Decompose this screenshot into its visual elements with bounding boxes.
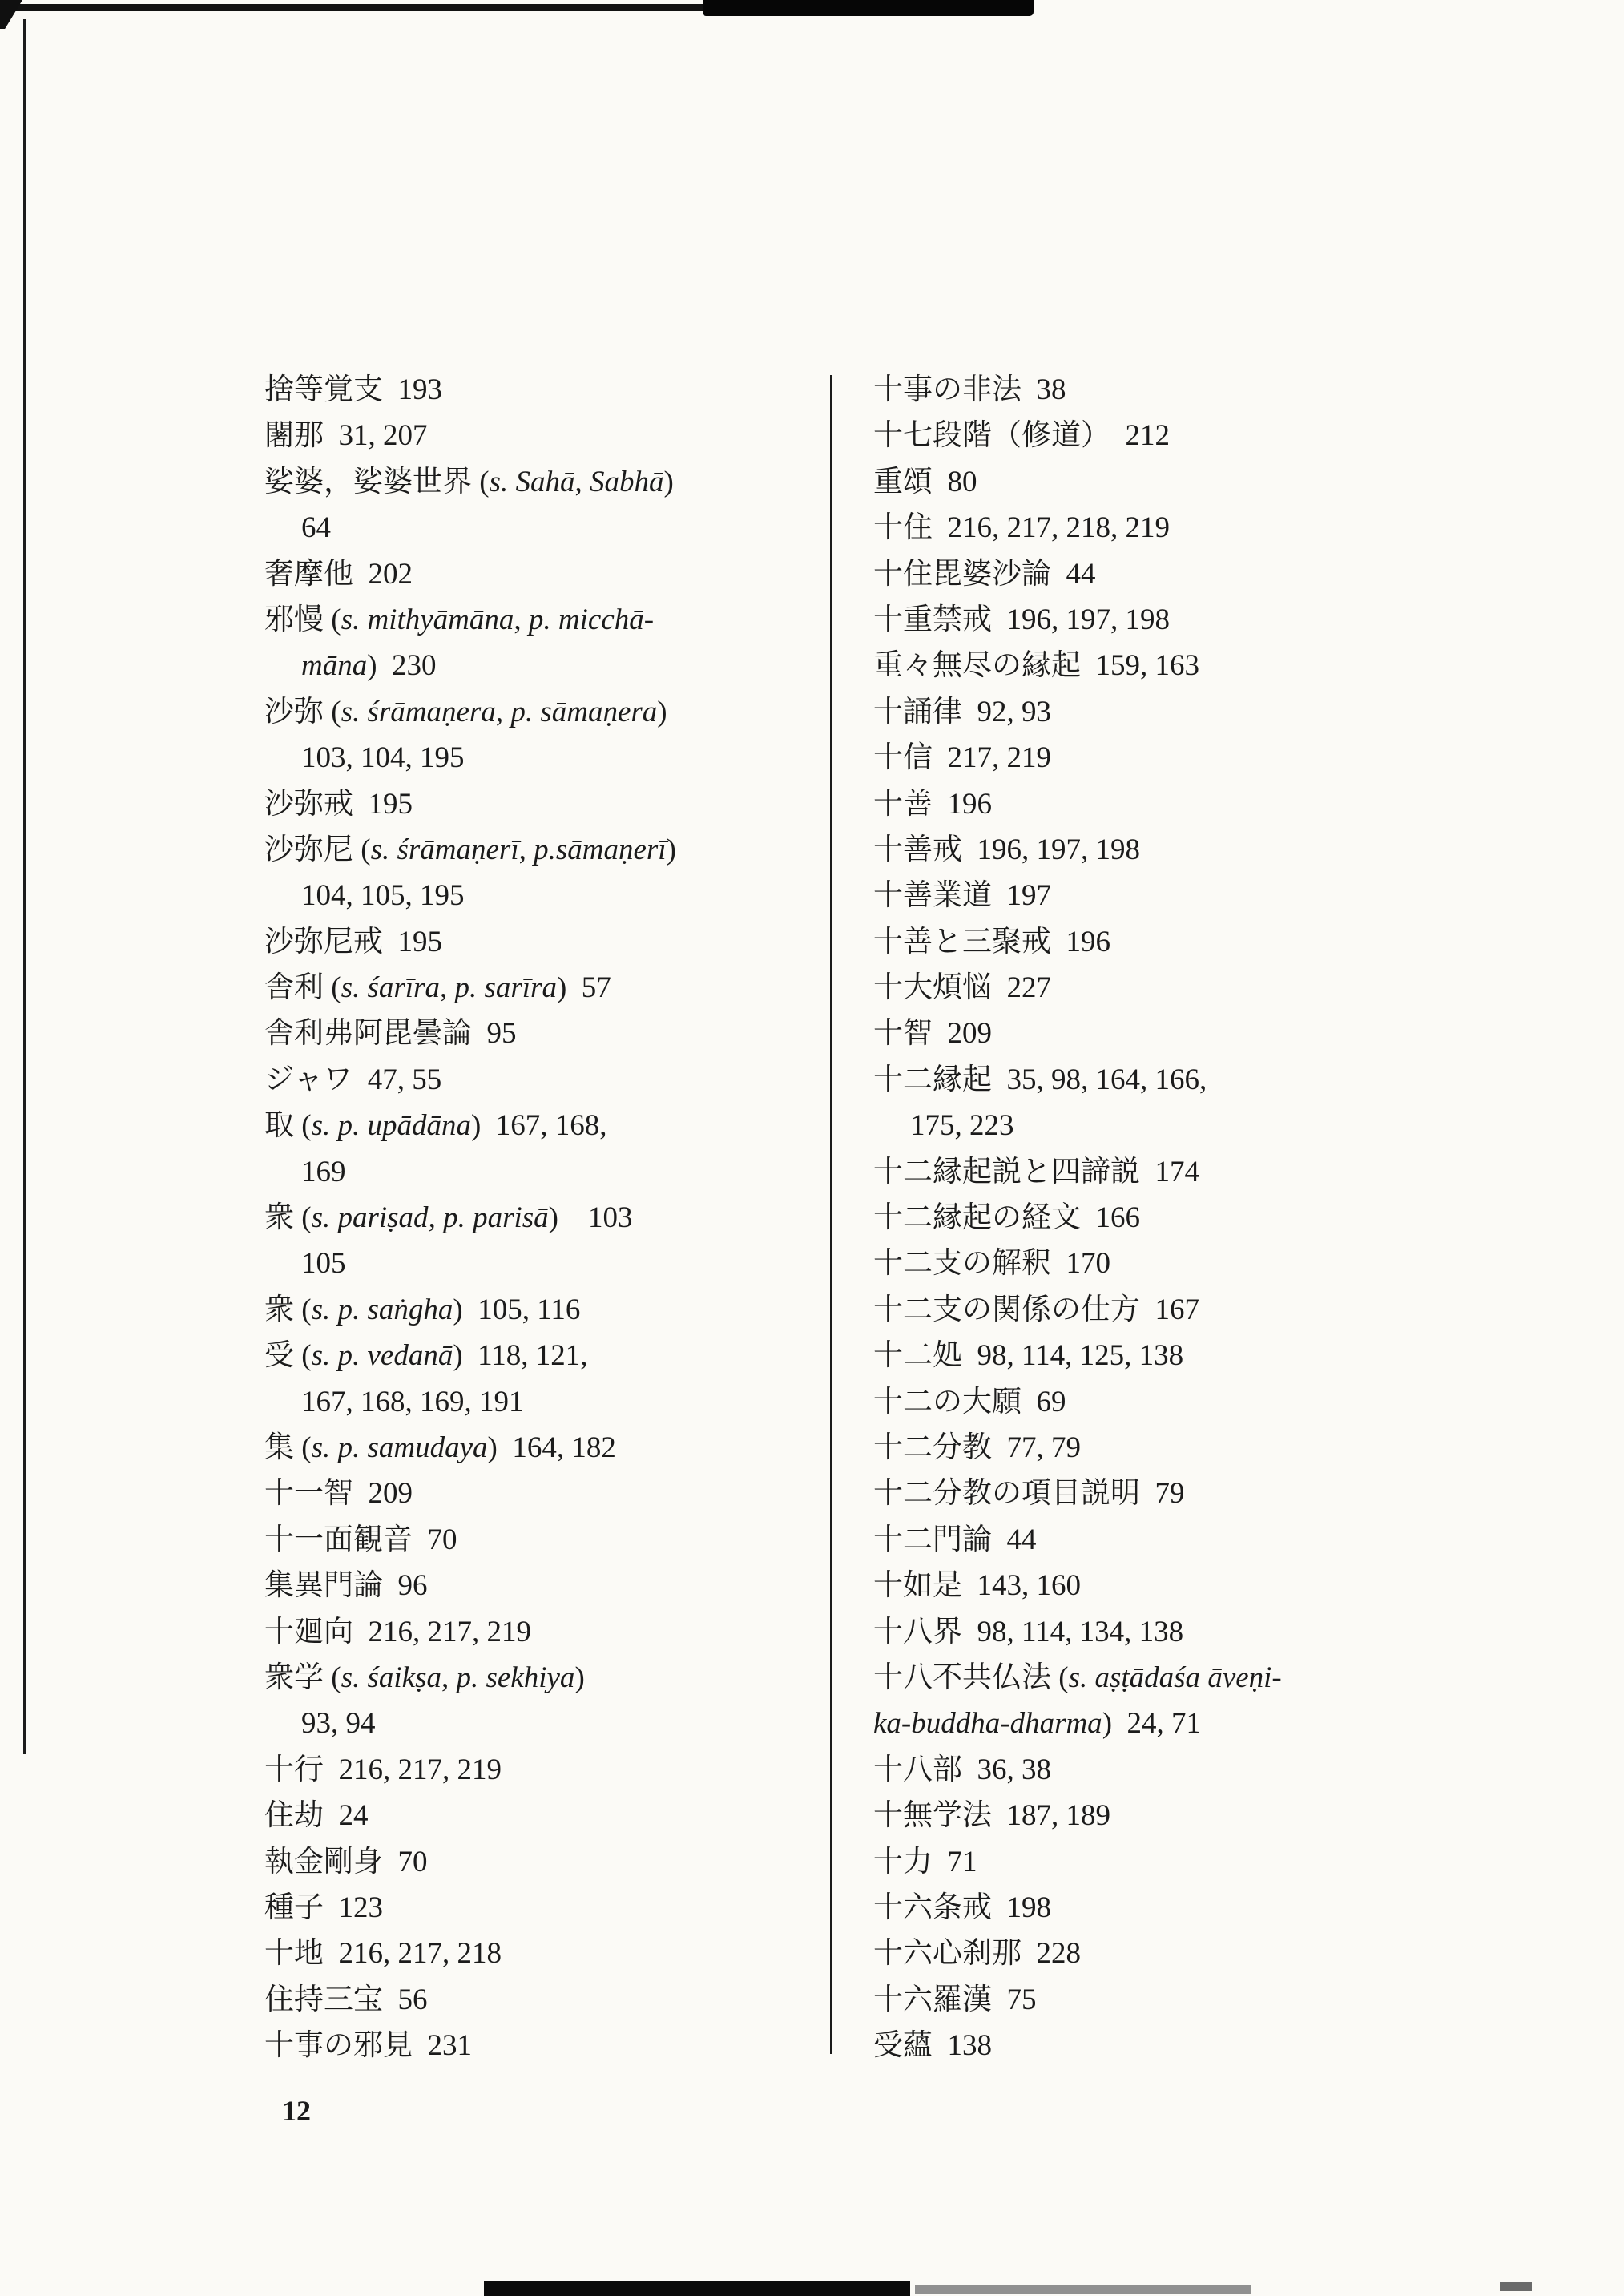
index-entry-line: 沙弥尼 (s. śrāmaṇerī, p.sāmaṇerī) xyxy=(264,833,676,866)
index-entry-line: 重々無尽の縁起 159, 163 xyxy=(873,649,1199,683)
index-entry-line: 沙弥戒 195 xyxy=(264,787,413,821)
index-entry-line: ka-buddha-dharma) 24, 71 xyxy=(873,1707,1202,1741)
index-entry-line: 十二縁起説と四諦説 174 xyxy=(873,1155,1199,1188)
index-entry-line: 十二支の解釈 170 xyxy=(873,1247,1110,1281)
index-entry-line: 受蘊 138 xyxy=(873,2029,992,2063)
column-divider-rule xyxy=(830,375,832,2054)
index-entry-line: 種子 123 xyxy=(264,1890,383,1924)
index-entry-line: 集異門論 96 xyxy=(264,1569,428,1603)
scan-artifact-bottom-gray xyxy=(915,2285,1251,2294)
index-entry-line: 十六心刹那 228 xyxy=(873,1937,1081,1971)
index-entry-line: 十廻向 216, 217, 219 xyxy=(264,1615,531,1648)
index-entry-line: 取 (s. p. upādāna) 167, 168, xyxy=(264,1109,607,1143)
index-entry-line: 十信 217, 219 xyxy=(873,741,1051,775)
index-entry-line: 捨等覚支 193 xyxy=(264,373,442,406)
index-entry-line: 十智 209 xyxy=(873,1017,992,1051)
index-entry-line: māna) 230 xyxy=(301,649,437,683)
index-entry-line: 十善戒 196, 197, 198 xyxy=(873,833,1140,866)
index-entry-line: 住劫 24 xyxy=(264,1799,369,1833)
index-entry-line: 衆 (s. pariṣad, p. parisā) 103 xyxy=(264,1201,633,1235)
index-entry-line: 105 xyxy=(301,1247,346,1281)
index-entry-line: 十二門論 44 xyxy=(873,1523,1037,1556)
index-entry-line: 十善と三聚戒 196 xyxy=(873,925,1110,958)
index-entry-line: 重頌 80 xyxy=(873,465,977,498)
scan-artifact-bottom-mark xyxy=(1500,2282,1532,2291)
index-entry-line: 十七段階（修道） 212 xyxy=(873,419,1170,453)
scan-artifact-top-blob xyxy=(703,0,1034,16)
index-entry-line: 十八部 36, 38 xyxy=(873,1753,1051,1786)
index-entry-line: 167, 168, 169, 191 xyxy=(301,1385,524,1418)
index-entry-line: 邪慢 (s. mithyāmāna, p. micchā- xyxy=(264,603,655,636)
index-entry-line: 十力 71 xyxy=(873,1845,977,1878)
index-entry-line: 十二分教の項目説明 79 xyxy=(873,1477,1185,1511)
index-entry-line: 十二支の関係の仕方 167 xyxy=(873,1293,1199,1326)
index-left-column xyxy=(264,367,817,2068)
index-entry-line: 十行 216, 217, 219 xyxy=(264,1753,502,1786)
index-entry-line: 十八不共仏法 (s. aṣṭādaśa āveṇi- xyxy=(873,1660,1282,1694)
index-entry-line: 十二縁起 35, 98, 164, 166, xyxy=(873,1063,1207,1096)
index-entry-line: 十無学法 187, 189 xyxy=(873,1799,1110,1833)
index-entry-line: 104, 105, 195 xyxy=(301,879,465,913)
index-entry-line: 十重禁戒 196, 197, 198 xyxy=(873,603,1170,636)
index-entry-line: 十事の非法 38 xyxy=(873,373,1066,406)
index-entry-line: 十二処 98, 114, 125, 138 xyxy=(873,1339,1184,1373)
index-entry-line: 集 (s. p. samudaya) 164, 182 xyxy=(264,1430,616,1464)
index-entry-line: 舎利弗阿毘曇論 95 xyxy=(264,1017,517,1051)
index-entry-line: 十善業道 197 xyxy=(873,879,1051,913)
index-entry-line: 175, 223 xyxy=(910,1109,1014,1143)
index-entry-line: 十住 216, 217, 218, 219 xyxy=(873,511,1170,545)
index-entry-line: 闍那 31, 207 xyxy=(264,419,428,453)
index-entry-line: 十大煩悩 227 xyxy=(873,971,1051,1005)
scan-artifact-bottom-strip xyxy=(484,2281,910,2296)
index-entry-line: 娑婆，娑婆世界 (s. Sahā, Sabhā) xyxy=(264,465,674,498)
index-entry-line: 沙弥尼戒 195 xyxy=(264,925,442,958)
index-entry-line: 沙弥 (s. śrāmaṇera, p. sāmaṇera) xyxy=(264,695,667,728)
index-entry-line: 執金剛身 70 xyxy=(264,1845,428,1878)
index-entry-line: 住持三宝 56 xyxy=(264,1983,428,2016)
index-entry-line: 十二分教 77, 79 xyxy=(873,1430,1081,1464)
page-number: 12 xyxy=(282,2095,311,2127)
index-entry-line: 十二縁起の経文 166 xyxy=(873,1201,1140,1235)
index-entry-line: 十一智 209 xyxy=(264,1477,413,1511)
index-entry-line: 十地 216, 217, 218 xyxy=(264,1937,502,1971)
index-entry-line: 64 xyxy=(301,511,331,545)
scan-artifact-top-strip xyxy=(0,4,721,11)
index-right-column xyxy=(873,367,1466,2068)
index-entry-line: 十六条戒 198 xyxy=(873,1890,1051,1924)
index-entry-line: 十如是 143, 160 xyxy=(873,1569,1081,1603)
index-entry-line: 十一面観音 70 xyxy=(264,1523,457,1556)
index-entry-line: 十善 196 xyxy=(873,787,992,821)
index-entry-line: ジャワ 47, 55 xyxy=(264,1063,442,1096)
index-entry-line: 十事の邪見 231 xyxy=(264,2029,472,2063)
index-entry-line: 103, 104, 195 xyxy=(301,741,465,775)
index-entry-line: 169 xyxy=(301,1155,346,1188)
index-entry-line: 十住毘婆沙論 44 xyxy=(873,557,1096,591)
index-entry-line: 衆 (s. p. saṅgha) 105, 116 xyxy=(264,1293,581,1326)
index-entry-line: 受 (s. p. vedanā) 118, 121, xyxy=(264,1339,588,1373)
index-entry-line: 十八界 98, 114, 134, 138 xyxy=(873,1615,1184,1648)
index-entry-line: 十二の大願 69 xyxy=(873,1385,1066,1418)
index-entry-line: 93, 94 xyxy=(301,1707,376,1741)
scan-artifact-left-line xyxy=(23,19,26,1754)
index-entry-line: 十六羅漢 75 xyxy=(873,1983,1037,2016)
index-entry-line: 舎利 (s. śarīra, p. sarīra) 57 xyxy=(264,971,611,1005)
scan-artifact-corner-wedge xyxy=(0,0,22,29)
index-entry-line: 十誦律 92, 93 xyxy=(873,695,1051,728)
index-entry-line: 衆学 (s. śaikṣa, p. sekhiya) xyxy=(264,1660,585,1694)
index-entry-line: 奢摩他 202 xyxy=(264,557,413,591)
